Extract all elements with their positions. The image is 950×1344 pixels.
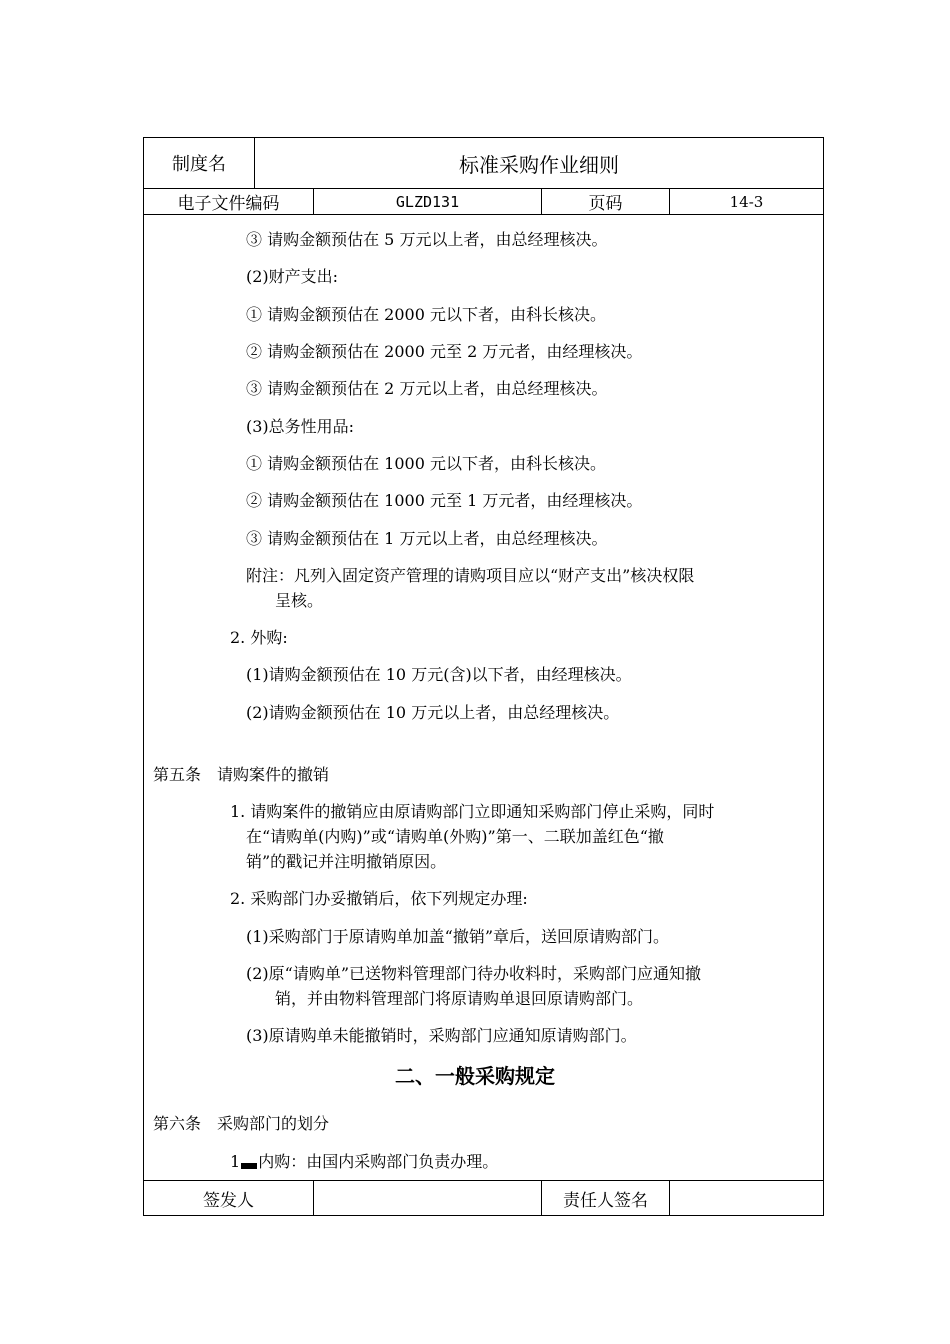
file-code-label: 电子文件编码 (177, 194, 280, 214)
body-line: ③ 请购金额预估在 2 万元以上者，由总经理核决。 (246, 379, 608, 398)
body-line: (1)请购金额预估在 10 万元(含)以下者，由经理核决。 (246, 665, 632, 684)
regulation-name-label: 制度名 (172, 154, 226, 175)
responsible-signature-label: 责任人签名 (563, 1190, 648, 1211)
article-heading: 第六条 采购部门的划分 (153, 1114, 330, 1133)
signer-value (314, 1181, 541, 1215)
body-line: 呈核。 (275, 591, 324, 610)
body-line: 销，并由物料管理部门将原请购单退回原请购部门。 (275, 989, 644, 1008)
list-number: 1 (230, 1152, 241, 1171)
body-line: ① 请购金额预估在 2000 元以下者，由科长核决。 (246, 305, 606, 324)
article-heading: 第五条 请购案件的撤销 (153, 765, 330, 784)
signer-label: 签发人 (203, 1190, 254, 1211)
body-line: (2)请购金额预估在 10 万元以上者，由总经理核决。 (246, 703, 620, 722)
body-line: 2. 采购部门办妥撤销后，依下列规定办理: (230, 889, 528, 908)
file-code-value: GLZD131 (395, 192, 460, 211)
body-line: 2. 外购: (230, 628, 288, 647)
body-line: 在“请购单(内购)”或“请购单(外购)”第一、二联加盖红色“撤 (246, 827, 664, 846)
body-line (230, 1151, 498, 1173)
page-number-label: 页码 (588, 194, 623, 214)
body-line: (1)采购部门于原请购单加盖“撤销”章后，送回原请购部门。 (246, 927, 670, 946)
body-line: (3)总务性用品: (246, 417, 355, 436)
body-line: ② 请购金额预估在 1000 元至 1 万元者，由经理核决。 (246, 491, 643, 510)
body-line: ③ 请购金额预估在 1 万元以上者，由总经理核决。 (246, 529, 608, 548)
responsible-signature-value (670, 1181, 823, 1215)
section-heading: 二、一般采购规定 (395, 1064, 555, 1088)
body-line: (2)原“请购单”已送物料管理部门待办收料时，采购部门应通知撤 (246, 964, 702, 983)
dash-mark-icon (241, 1163, 257, 1169)
body-line: ① 请购金额预估在 1000 元以下者，由科长核决。 (246, 454, 606, 473)
body-line: 销”的戳记并注明撤销原因。 (246, 852, 447, 871)
body-line: ② 请购金额预估在 2000 元至 2 万元者，由经理核决。 (246, 342, 643, 361)
body-line: (2)财产支出: (246, 267, 339, 286)
list-text: 内购：由国内采购部门负责办理。 (258, 1152, 499, 1171)
body-line: (3)原请购单未能撤销时，采购部门应通知原请购部门。 (246, 1026, 637, 1045)
body-line: 附注：凡列入固定资产管理的请购项目应以“财产支出”核决权限 (246, 566, 695, 585)
page-number-value: 14-3 (729, 192, 764, 211)
body-line: ③ 请购金额预估在 5 万元以上者，由总经理核决。 (246, 230, 608, 249)
document-title: 标准采购作业细则 (459, 152, 619, 177)
rule-header-2 (144, 214, 823, 215)
body-line: 1. 请购案件的撤销应由原请购部门立即通知采购部门停止采购，同时 (230, 802, 715, 821)
